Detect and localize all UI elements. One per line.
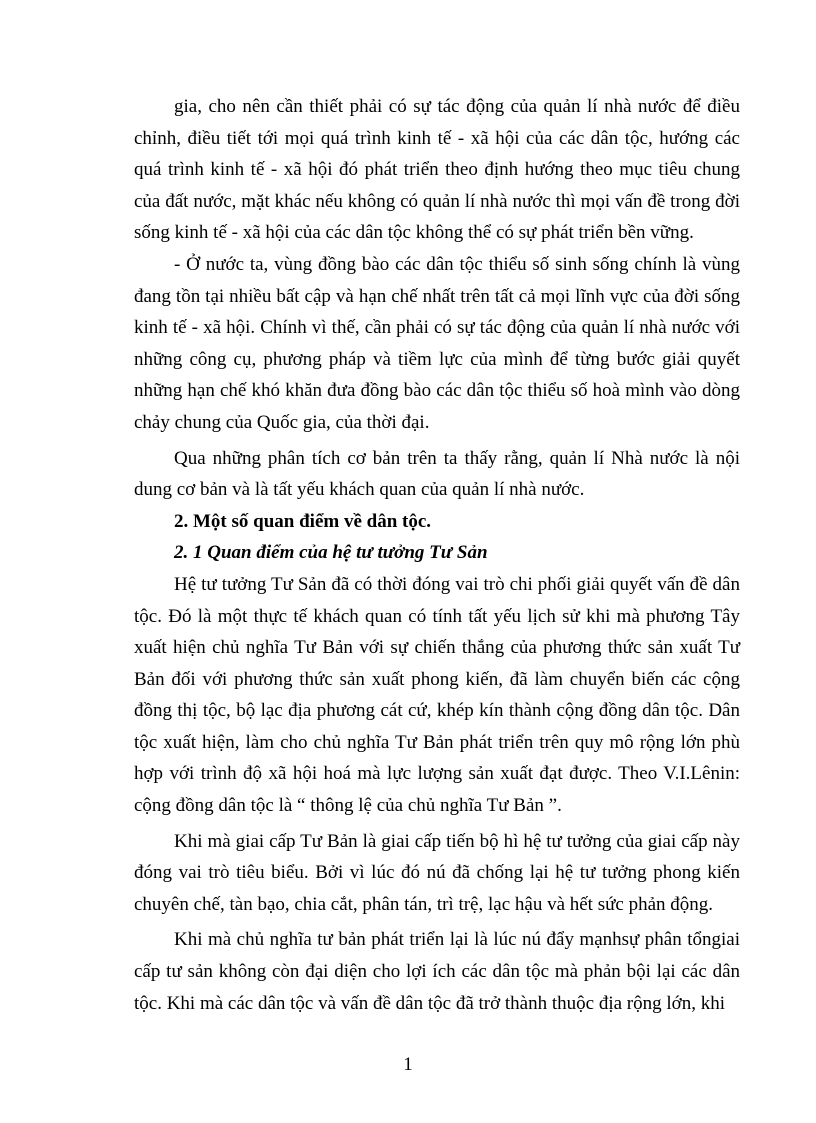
paragraph-progressive-class: Khi mà giai cấp Tư Bản là giai cấp tiến bộ hì hệ tư tưởng của giai cấp này đóng vai trò tiêu biểu. Bởi vì lúc đó nú đã chống lại hệ tư tưởng phong kiến chuyên chế, tàn bạo, chia cắt, phân tán, trì trệ, lạc hậu và hết sức phản động. [134, 830, 740, 915]
paragraph-bourgeois-ideology: Hệ tư tưởng Tư Sản đã có thời đóng vai trò chi phối giải quyết vấn đề dân tộc. Đó là một thực tế khách quan có tính tất yếu lịch sử khi mà phương Tây xuất hiện chủ nghĩa Tư Bản với sự chiến thắng của phương thức sản xuất Tư Bản đối với phương thức sản xuất phong kiến, đã làm chuyển biến các cộng đồng thị tộc, bộ lạc địa phương cát cứ, khép kín thành cộng đồng dân tộc. Dân tộc xuất hiện, làm cho chủ nghĩa Tư Bản phát triển trên quy mô rộng lớn phù hợp với trình độ xã hội hoá mà lực lượng sản xuất đạt được. Theo V.I.Lênin: cộng đồng dân tộc là “ thông lệ của chủ nghĩa Tư Bản ”. [134, 573, 740, 817]
section-heading: 2. Một số quan điểm về dân tộc. [174, 510, 432, 532]
page-number: 1 [403, 1054, 413, 1075]
document-body [134, 91, 740, 1019]
subsection-heading: 2. 1 Quan điểm của hệ tư tưởng Tư Sản [174, 542, 488, 564]
paragraph-capitalism-development: Khi mà chủ nghĩa tư bản phát triển lại là lúc nú đẩy mạnhsự phân tổngiai cấp tư sản không còn đại diện cho lợi ích các dân tộc mà phản bội lại các dân tộc. Khi mà các dân tộc và vấn đề dân tộc đã trở thành thuộc địa rộng lớn, khi [134, 929, 740, 1014]
paragraph-ethnic-regions: - Ở nước ta, vùng đồng bào các dân tộc thiểu số sinh sống chính là vùng đang tồn tại nhiều bất cập và hạn chế nhất trên tất cả mọi lĩnh vực của đời sống kinh tế - xã hội. Chính vì thế, cần phải có sự tác động của quản lí nhà nước với những công cụ, phương pháp và tiềm lực của mình để từng bước giải quyết những hạn chế khó khăn đưa đồng bào các dân tộc thiểu số hoà mình vào dòng chảy chung của Quốc gia, của thời đại. [134, 253, 740, 433]
paragraph-conclusion: Qua những phân tích cơ bản trên ta thấy rằng, quản lí Nhà nước là nội dung cơ bản và là tất yếu khách quan của quản lí nhà nước. [134, 447, 740, 501]
paragraph-state-management-necessity: gia, cho nên cần thiết phải có sự tác động của quản lí nhà nước để điều chỉnh, điều tiết tới mọi quá trình kinh tế - xã hội của các dân tộc, hướng các quá trình kinh tế - xã hội đó phát triển theo định hướng theo mục tiêu chung của đất nước, mặt khác nếu không có quản lí nhà nước thì mọi vấn đề trong đời sống kinh tế - xã hội của các dân tộc không thể có sự phát triển bền vững. [134, 96, 740, 244]
